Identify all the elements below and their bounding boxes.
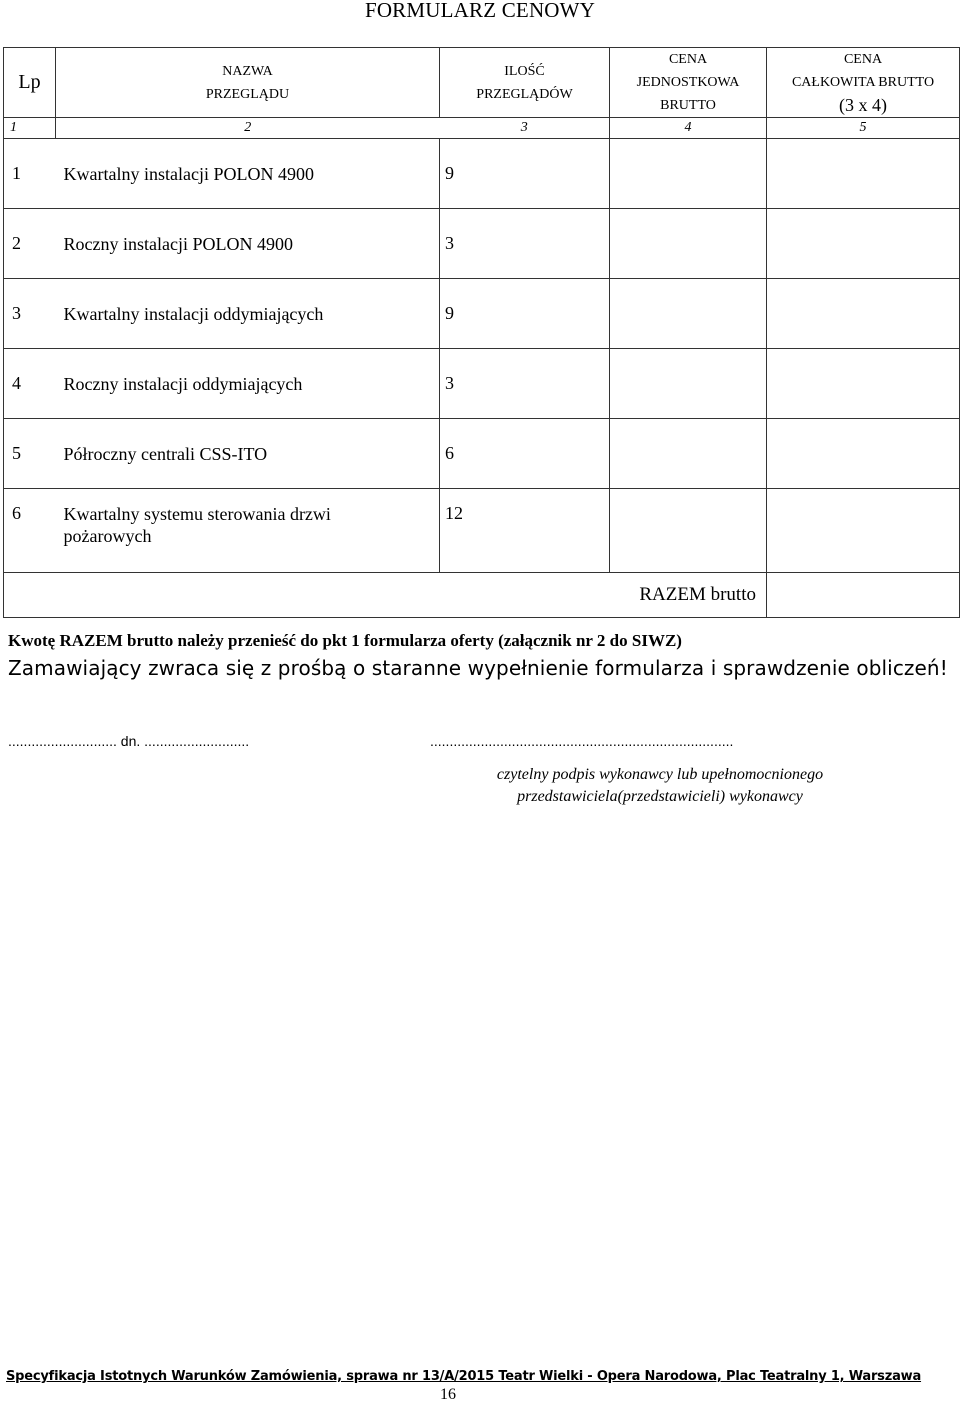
razem-spacer-2 xyxy=(56,573,440,618)
row-unit-price-cell[interactable] xyxy=(610,419,767,489)
header-cena-j-line1: CENA xyxy=(668,52,708,67)
header-cena-c-line3: (3 x 4) xyxy=(839,95,887,115)
row-qty: 6 xyxy=(440,419,610,489)
form-title: FORMULARZ CENOWY xyxy=(364,0,596,22)
row-total-price-cell[interactable] xyxy=(767,209,960,279)
row-total-price-cell[interactable] xyxy=(767,419,960,489)
header-cena-j-line3: BRUTTO xyxy=(660,98,716,113)
header-cena-calkowita xyxy=(767,48,960,118)
header-nazwa-line2: PRZEGLĄDU xyxy=(205,86,290,102)
signature-field: .............................................................................. xyxy=(430,733,734,749)
row-total-price-cell[interactable] xyxy=(767,349,960,419)
row-unit-price-cell[interactable] xyxy=(610,349,767,419)
column-number-5: 5 xyxy=(767,118,960,139)
row-qty: 3 xyxy=(440,209,610,279)
table-header-row xyxy=(4,48,960,118)
razem-spacer-3 xyxy=(440,573,610,618)
header-cena-j-line2: JEDNOSTKOWA xyxy=(636,75,740,90)
header-lp: Lp xyxy=(4,48,56,118)
page-footer: Specyfikacja Istotnych Warunków Zamówienia, sprawa nr 13/A/2015 Teatr Wielki - Opera Narodowa, Plac Teatralny 1, Warszawa xyxy=(6,1369,922,1384)
row-lp: 2 xyxy=(4,209,56,279)
header-nazwa-line1: NAZWA xyxy=(222,63,273,79)
place-date-field: ............................ dn. ........................... xyxy=(8,733,250,749)
row-name: Kwartalny instalacji POLON 4900 xyxy=(56,139,440,209)
row-qty: 12 xyxy=(440,489,610,573)
column-number-2: 2 xyxy=(56,118,440,139)
row-total-price-cell[interactable] xyxy=(767,489,960,573)
signature-caption xyxy=(440,764,880,808)
note-transfer-amount: Kwotę RAZEM brutto należy przenieść do pkt 1 formularza oferty (załącznik nr 2 do SIWZ) xyxy=(8,631,682,650)
price-table xyxy=(3,47,960,618)
table-row xyxy=(4,489,960,573)
row-total-price-cell[interactable] xyxy=(767,139,960,209)
column-number-3: 3 xyxy=(440,118,610,139)
table-row xyxy=(4,419,960,489)
header-ilosc xyxy=(440,48,610,118)
razem-row xyxy=(4,573,960,618)
row-unit-price-cell[interactable] xyxy=(610,209,767,279)
page-number: 16 xyxy=(440,1386,456,1403)
signature-caption-line1: czytelny podpis wykonawcy lub upełnomocnionego xyxy=(496,766,824,783)
header-cena-c-line2: CAŁKOWITA BRUTTO xyxy=(791,75,935,90)
row-qty: 9 xyxy=(440,139,610,209)
column-number-4: 4 xyxy=(610,118,767,139)
table-row xyxy=(4,139,960,209)
row-name: Roczny instalacji oddymiających xyxy=(56,349,440,419)
row-lp: 3 xyxy=(4,279,56,349)
row-name-line1: Kwartalny systemu sterowania drzwi xyxy=(63,504,331,524)
razem-total-cell[interactable] xyxy=(767,573,960,618)
razem-spacer-1 xyxy=(4,573,56,618)
header-cena-c-line1: CENA xyxy=(843,52,883,67)
row-name: Kwartalny instalacji oddymiających xyxy=(56,279,440,349)
row-total-price-cell[interactable] xyxy=(767,279,960,349)
row-name-line2: pożarowych xyxy=(63,526,152,546)
row-unit-price-cell[interactable] xyxy=(610,139,767,209)
row-name xyxy=(56,489,440,573)
table-row xyxy=(4,209,960,279)
column-number-row xyxy=(4,118,960,139)
row-unit-price-cell[interactable] xyxy=(610,279,767,349)
table-row xyxy=(4,349,960,419)
razem-label: RAZEM brutto xyxy=(610,573,767,618)
row-lp: 5 xyxy=(4,419,56,489)
header-cena-jednostkowa xyxy=(610,48,767,118)
header-nazwa xyxy=(56,48,440,118)
note-fill-carefully: Zamawiający zwraca się z prośbą o staranne wypełnienie formularza i sprawdzenie obliczeń! xyxy=(8,656,948,680)
signature-caption-line2: przedstawiciela(przedstawicieli) wykonawcy xyxy=(517,788,803,805)
row-lp: 1 xyxy=(4,139,56,209)
row-name: Półroczny centrali CSS-ITO xyxy=(56,419,440,489)
header-ilosc-line2: PRZEGLĄDÓW xyxy=(476,86,573,102)
row-qty: 3 xyxy=(440,349,610,419)
row-qty: 9 xyxy=(440,279,610,349)
table-row xyxy=(4,279,960,349)
column-number-1: 1 xyxy=(4,118,56,139)
row-lp: 6 xyxy=(4,489,56,573)
header-ilosc-line1: ILOŚĆ xyxy=(504,63,545,79)
row-lp: 4 xyxy=(4,349,56,419)
row-unit-price-cell[interactable] xyxy=(610,489,767,573)
row-name: Roczny instalacji POLON 4900 xyxy=(56,209,440,279)
